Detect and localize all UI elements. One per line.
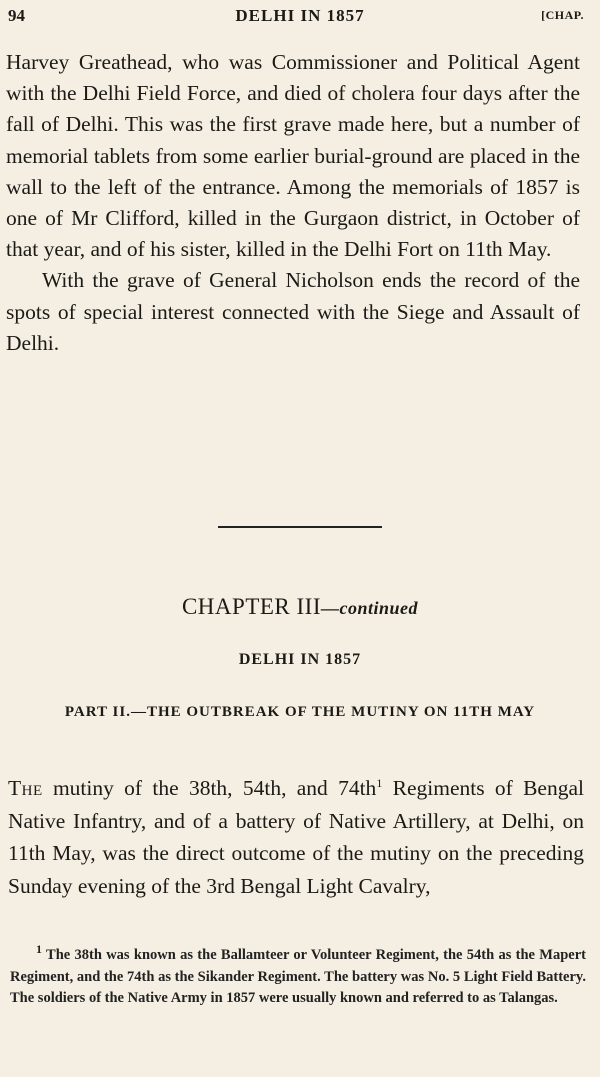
chapter-subtitle: DELHI IN 1857: [238, 651, 362, 668]
footnote-marker: 1: [36, 942, 42, 957]
section-text-a: mutiny of the 38th, 54th, and 74th: [42, 776, 377, 800]
page-header: [0, 4, 600, 32]
page-number: 94: [8, 6, 25, 25]
part-heading: PART II.—THE OUTBREAK OF THE MUTINY ON 11TH MAY: [64, 704, 536, 720]
section-paragraph: [8, 772, 584, 902]
footnote-reference: 1: [376, 775, 383, 790]
section-divider: [218, 526, 382, 528]
chapter-title: [0, 594, 600, 620]
chapter-title-main: CHAPTER III: [181, 594, 321, 619]
footnote: [10, 942, 586, 1010]
body-text: [6, 47, 580, 359]
running-title: DELHI IN 1857: [235, 6, 365, 25]
paragraph-2: With the grave of General Nicholson ends the record of the spots of special interest connected with the Siege and Assault of Delhi.: [6, 268, 580, 355]
footnote-text: The 38th was known as the Ballamteer or Volunteer Regiment, the 54th as the Mapert Regiment, and the 74th as the Sikander Regiment. The battery was No. 5 Light Field Battery. The soldiers of the Native Army in 1857 were usually known and referred to as Talangas.: [10, 947, 586, 1007]
section-text-b: Regiments of Bengal Native Infantry, and of a battery of Native Artillery, at Delhi, on 11th May, was the direct outcome of the mutiny on the preceding Sunday evening of the 3rd Bengal Light Cavalry,: [8, 776, 584, 898]
paragraph-1: Harvey Greathead, who was Commissioner and Political Agent with the Delhi Field Force, and died of cholera four days after the fall of Delhi. This was the first grave made here, but a number of memorial tablets from some earlier burial-ground are placed in the wall to the left of the entrance. Among the memorials of 1857 is one of Mr Clifford, killed in the Gurgaon district, in October of that year, and of his sister, killed in the Delhi Fort on 11th May.: [6, 50, 580, 262]
chapter-continued: —continued: [321, 598, 419, 618]
opening-word: The: [8, 776, 43, 800]
chapter-marker: [CHAP.: [541, 8, 584, 22]
